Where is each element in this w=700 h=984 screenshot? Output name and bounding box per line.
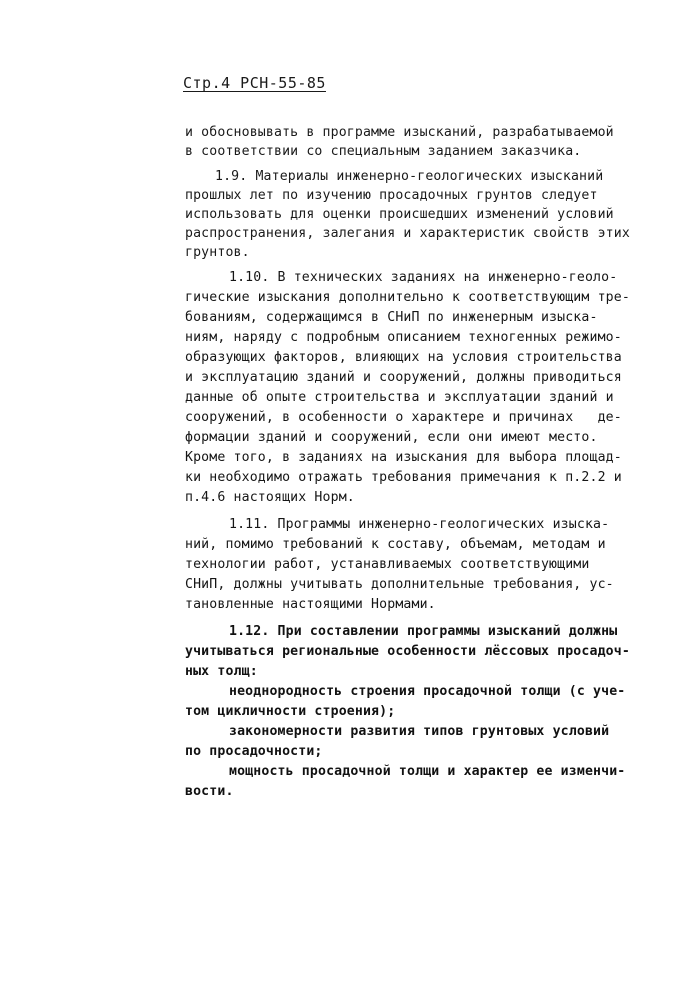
para-1-10-line: п.4.6 настоящих Норм. <box>185 490 355 505</box>
para-1-12-line: по просадочности; <box>185 744 323 759</box>
para-1-10-line: гические изыскания дополнительно к соответствующим тре- <box>185 290 630 305</box>
para-1-11-line: ний, помимо требований к составу, объемам, методам и <box>185 537 606 552</box>
para-1-11-line: тановленные настоящими Нормами. <box>185 597 436 612</box>
para-1-10-line: бованиям, содержащимся в СНиП по инженерным изыска- <box>185 310 598 325</box>
para-1-10-line: ки необходимо отражать требования примечания к п.2.2 и <box>185 470 622 485</box>
continuation-line: в соответствии со специальным заданием заказчика. <box>185 144 582 159</box>
para-1-12-line: 1.12. При составлении программы изысканий должны <box>229 624 618 639</box>
para-1-9-line: распространения, залегания и характеристик свойств этих <box>185 226 630 241</box>
page-header: Стр.4 РСН-55-85 <box>183 74 326 92</box>
para-1-12-line: том цикличности строения); <box>185 704 396 719</box>
para-1-11-line: 1.11. Программы инженерно-геологических изыска- <box>229 517 610 532</box>
para-1-10-line: Кроме того, в заданиях на изыскания для выбора площад- <box>185 450 622 465</box>
para-1-10-line: сооружений, в особенности о характере и причинах де- <box>185 410 622 425</box>
para-1-12-line: неоднородность строения просадочной толщи (с уче- <box>229 684 626 699</box>
para-1-11-line: технологии работ, устанавливаемых соответствующими <box>185 557 590 572</box>
para-1-10-line: образующих факторов, влияющих на условия строительства <box>185 350 622 365</box>
para-1-9-line: прошлых лет по изучению просадочных грунтов следует <box>185 188 598 203</box>
para-1-9-line: грунтов. <box>185 245 250 260</box>
para-1-11-line: СНиП, должны учитывать дополнительные требования, ус- <box>185 577 614 592</box>
para-1-10-line: и эксплуатацию зданий и сооружений, должны приводиться <box>185 370 622 385</box>
para-1-10-line: формации зданий и сооружений, если они имеют место. <box>185 430 598 445</box>
para-1-10-line: ниям, наряду с подробным описанием техногенных режимо- <box>185 330 622 345</box>
para-1-12-line: вости. <box>185 784 234 799</box>
para-1-12-line: мощность просадочной толщи и характер ее изменчи- <box>229 764 626 779</box>
para-1-10-line: 1.10. В технических заданиях на инженерно-геоло- <box>229 270 618 285</box>
para-1-9-line: использовать для оценки происшедших изменений условий <box>185 207 614 222</box>
para-1-12-line: закономерности развития типов грунтовых условий <box>229 724 610 739</box>
para-1-12-line: учитываться региональные особенности лёссовых просадоч- <box>185 644 630 659</box>
para-1-9-line: 1.9. Материалы инженерно-геологических изысканий <box>215 169 604 184</box>
para-1-10-line: данные об опыте строительства и эксплуатации зданий и <box>185 390 614 405</box>
para-1-12-line: ных толщ: <box>185 664 258 679</box>
continuation-line: и обосновывать в программе изысканий, разрабатываемой <box>185 125 614 140</box>
